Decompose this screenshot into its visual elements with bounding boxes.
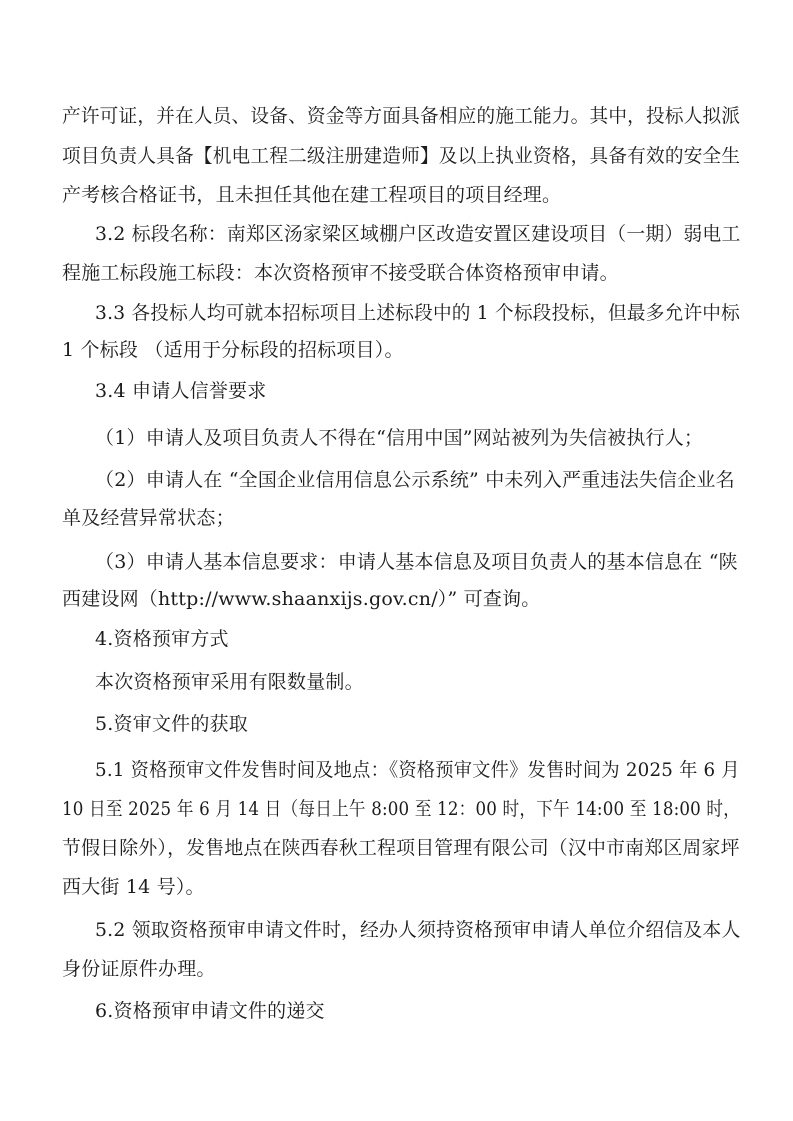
text-line: 5.2 领取资格预审申请文件时，经办人须持资格预审申请人单位介绍信及本人 — [95, 919, 741, 941]
text-line: 节假日除外），发售地点在陕西春秋工程项目管理有限公司（汉中市南郑区周家坪 — [62, 837, 740, 859]
text-line: 项目负责人具备【机电工程二级注册建造师】及以上执业资格，具备有效的安全生 — [62, 145, 741, 167]
section-heading: 4.资格预审方式 — [95, 628, 229, 650]
text-line: 3.2 标段名称：南郑区汤家梁区域棚户区改造安置区建设项目（一期）弱电工 — [95, 223, 741, 245]
text-line: 单及经营异常状态； — [62, 507, 235, 529]
text-line: 产许可证，并在人员、设备、资金等方面具备相应的施工能力。其中，投标人拟派 — [62, 105, 741, 127]
text-line: 程施工标段施工标段：本次资格预审不接受联合体资格预审申请。 — [62, 262, 619, 284]
section-heading: 3.4 申请人信誉要求 — [95, 380, 267, 402]
text-line: （3）申请人基本信息要求：申请人基本信息及项目负责人的基本信息在 “陕 — [95, 551, 738, 573]
text-line: 西建设网（http://www.shaanxijs.gov.cn/）” 可查询。 — [62, 588, 541, 610]
section-heading: 5.资审文件的获取 — [95, 713, 248, 735]
text-line: 西大街 14 号）。 — [62, 876, 205, 898]
text-line: （1）申请人及项目负责人不得在“信用中国”网站被列为失信被执行人； — [95, 427, 704, 449]
text-line: 5.1 资格预审文件发售时间及地点：《资格预审文件》发售时间为 2025 年 6 月 — [95, 759, 740, 781]
text-line: 本次资格预审采用有限数量制。 — [95, 671, 364, 693]
text-line: 3.3 各投标人均可就本招标项目上述标段中的 1 个标段投标，但最多允许中标 — [95, 302, 741, 324]
text-line: 1 个标段 （适用于分标段的招标项目）。 — [62, 339, 404, 361]
text-line: 产考核合格证书，且未担任其他在建工程项目的项目经理。 — [62, 184, 562, 206]
text-line: 身份证原件办理。 — [62, 958, 216, 980]
section-heading: 6.资格预审申请文件的递交 — [95, 1000, 325, 1022]
text-line: 10 日至 2025 年 6 月 14 日（每日上午 8:00 至 12：00 时，下午 14:00 至 18:00 时， — [62, 798, 741, 820]
text-line: （2）申请人在 “全国企业信用信息公示系统” 中未列入严重违法失信企业名 — [95, 469, 735, 491]
